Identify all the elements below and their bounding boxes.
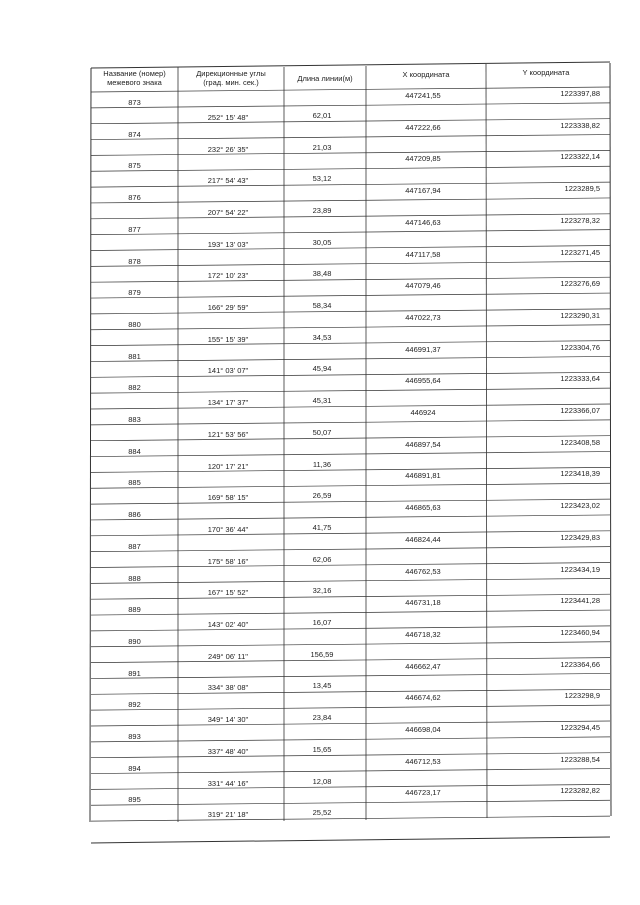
line-length-value: 32,16 [312,586,332,596]
point-number: 889 [128,605,141,615]
point-number: 893 [128,732,141,741]
header-point-name-line1: Название (номер) [103,69,166,78]
x-coordinate-value: 446924 [410,408,436,417]
x-coordinate-value: 447241,55 [405,91,441,100]
x-coordinate-value: 446897,54 [405,439,441,449]
y-coordinate-value: 1223423,02 [560,501,600,511]
line-length-value: 58,34 [312,301,332,311]
direction-angle-value: 170° 36' 44" [207,524,249,534]
line-length-value: 156,59 [310,649,334,659]
point-number: 895 [128,795,141,805]
y-coordinate-value: 1223429,83 [560,532,600,542]
x-coordinate-value: 446891,81 [405,471,441,481]
direction-angle-value: 120° 17' 21" [207,461,249,471]
line-length-value: 34,53 [312,332,332,342]
line-length-value: 53,12 [312,174,332,184]
line-length-value: 30,05 [312,237,332,247]
direction-angle-value: 121° 53' 56" [207,429,249,439]
direction-angle-value: 334° 38' 08" [207,683,249,693]
y-coordinate-value: 1223408,58 [560,437,600,447]
direction-angle-value: 134° 17' 37" [207,398,249,408]
x-coordinate-value: 446698,04 [405,725,441,734]
y-coordinate-value: 1223294,45 [560,723,600,732]
y-coordinate-value: 1223290,31 [560,310,600,320]
x-coordinate-value: 446991,37 [405,344,441,354]
point-number: 890 [128,636,141,646]
y-coordinate-value: 1223418,39 [560,469,600,479]
line-length-value: 45,31 [312,396,332,406]
header-y-coordinate-label: Y координата [522,67,570,77]
y-coordinate-value: 1223434,19 [560,564,600,574]
y-coordinate-value: 1223298,9 [564,691,600,701]
line-length-value: 23,89 [312,205,332,215]
point-number: 875 [128,161,141,171]
line-length-value: 13,45 [312,681,332,691]
header-y-coordinate [486,60,606,84]
direction-angle-value: 167° 15' 52" [207,588,249,598]
direction-angle-value: 331° 44' 16" [207,778,249,788]
line-length-value: 45,94 [312,364,332,374]
table-border-bottom [91,837,610,843]
header-point-name-line2: межевого знака [107,78,162,87]
point-number: 879 [128,288,141,298]
y-coordinate-value: 1223288,54 [560,754,600,764]
x-coordinate-value: 446712,53 [405,756,441,766]
direction-angle-value: 166° 29' 59" [207,303,249,313]
line-length-value: 15,65 [312,744,332,754]
header-x-coordinate-label: X координата [402,69,450,79]
line-length-value: 41,75 [312,522,332,532]
line-length-value: 21,03 [312,142,332,152]
y-coordinate-value: 1223364,66 [560,659,600,669]
point-number: 881 [128,351,141,361]
direction-angle-value: 217° 54' 43" [207,176,249,186]
direction-angle-value: 252° 15' 48" [207,112,249,122]
header-direction-angle-line1: Дирекционные углы [196,69,266,78]
direction-angle-value: 349° 14' 30" [207,715,249,725]
point-number: 894 [128,763,141,773]
direction-angle-value: 193° 13' 03" [207,239,249,249]
line-length-value: 38,48 [312,269,332,279]
y-coordinate-value: 1223289,5 [564,184,600,194]
x-coordinate-value: 447167,94 [405,186,441,196]
direction-angle-value: 207° 54' 22" [207,207,249,217]
line-length-value: 26,59 [312,491,332,501]
point-number: 878 [128,256,141,266]
x-coordinate-value: 446723,17 [405,788,441,798]
point-number: 888 [128,573,141,583]
x-coordinate-value: 446731,18 [405,598,441,608]
direction-angle-value: 337° 48' 40" [207,746,249,756]
direction-angle-value: 249° 06' 11" [208,651,248,661]
y-coordinate-value: 1223271,45 [560,247,600,257]
point-number: 892 [128,700,141,710]
point-number: 887 [128,541,141,551]
point-number: 876 [128,193,141,203]
point-number: 880 [128,319,141,329]
point-number: 882 [128,383,141,393]
x-coordinate-value: 446762,53 [405,566,441,576]
point-number: 891 [128,668,141,678]
y-coordinate-value: 1223278,32 [560,215,600,225]
point-number: 883 [128,415,141,424]
direction-angle-value: 141° 03' 07" [207,366,249,376]
x-coordinate-value: 447117,58 [405,249,441,259]
direction-angle-value: 143° 02' 40" [207,620,249,630]
table-border-right [610,63,611,816]
line-length-value: 62,06 [312,554,332,564]
direction-angle-value: 155° 15' 39" [207,334,249,344]
y-coordinate-value: 1223304,76 [560,342,600,352]
x-coordinate-value: 446662,47 [405,661,441,671]
point-number: 886 [128,510,141,520]
y-coordinate-value: 1223333,64 [560,374,600,384]
header-point-name [91,66,178,90]
x-coordinate-value: 447222,66 [405,122,441,132]
point-number: 873 [128,98,141,107]
direction-angle-value: 232° 26' 35" [207,144,249,154]
line-length-value: 50,07 [312,427,332,437]
x-coordinate-value: 447146,63 [405,217,441,227]
point-number: 874 [128,129,141,139]
x-coordinate-value: 447022,73 [405,312,441,322]
header-x-coordinate [366,62,486,86]
y-coordinate-value: 1223276,69 [560,279,600,289]
point-number: 884 [128,446,141,456]
y-coordinate-value: 1223366,07 [560,406,600,415]
header-direction-angle [178,66,284,90]
y-coordinate-value: 1223441,28 [560,596,600,606]
y-coordinate-value: 1223460,94 [560,627,600,637]
direction-angle-value: 319° 21' 18" [207,810,249,820]
direction-angle-value: 169° 58' 15" [207,493,249,503]
x-coordinate-value: 447079,46 [405,281,441,291]
point-number: 885 [128,478,141,488]
line-length-value: 62,01 [312,110,332,120]
line-length-value: 23,84 [312,713,332,723]
x-coordinate-value: 446865,63 [405,503,441,513]
x-coordinate-value: 446674,62 [405,693,441,703]
point-number: 877 [128,224,141,234]
y-coordinate-value: 1223322,14 [560,152,600,162]
y-coordinate-value: 1223338,82 [560,120,600,130]
x-coordinate-value: 446718,32 [405,629,441,639]
x-coordinate-value: 446955,64 [405,376,441,386]
header-line-length-label: Длина линии(м) [297,73,353,83]
line-length-value: 16,07 [312,618,332,628]
line-length-value: 25,52 [312,808,332,818]
direction-angle-value: 175° 58' 16" [207,556,249,566]
line-length-value: 11,36 [312,459,332,469]
x-coordinate-value: 447209,85 [405,154,441,164]
header-direction-angle-line2: (град. мин. сек.) [203,78,259,87]
line-length-value: 12,08 [312,776,332,786]
header-line-length [284,66,366,90]
y-coordinate-value: 1223282,82 [560,786,600,796]
direction-angle-value: 172° 10' 23" [207,271,249,281]
y-coordinate-value: 1223397,88 [560,89,600,98]
x-coordinate-value: 446824,44 [405,534,441,544]
